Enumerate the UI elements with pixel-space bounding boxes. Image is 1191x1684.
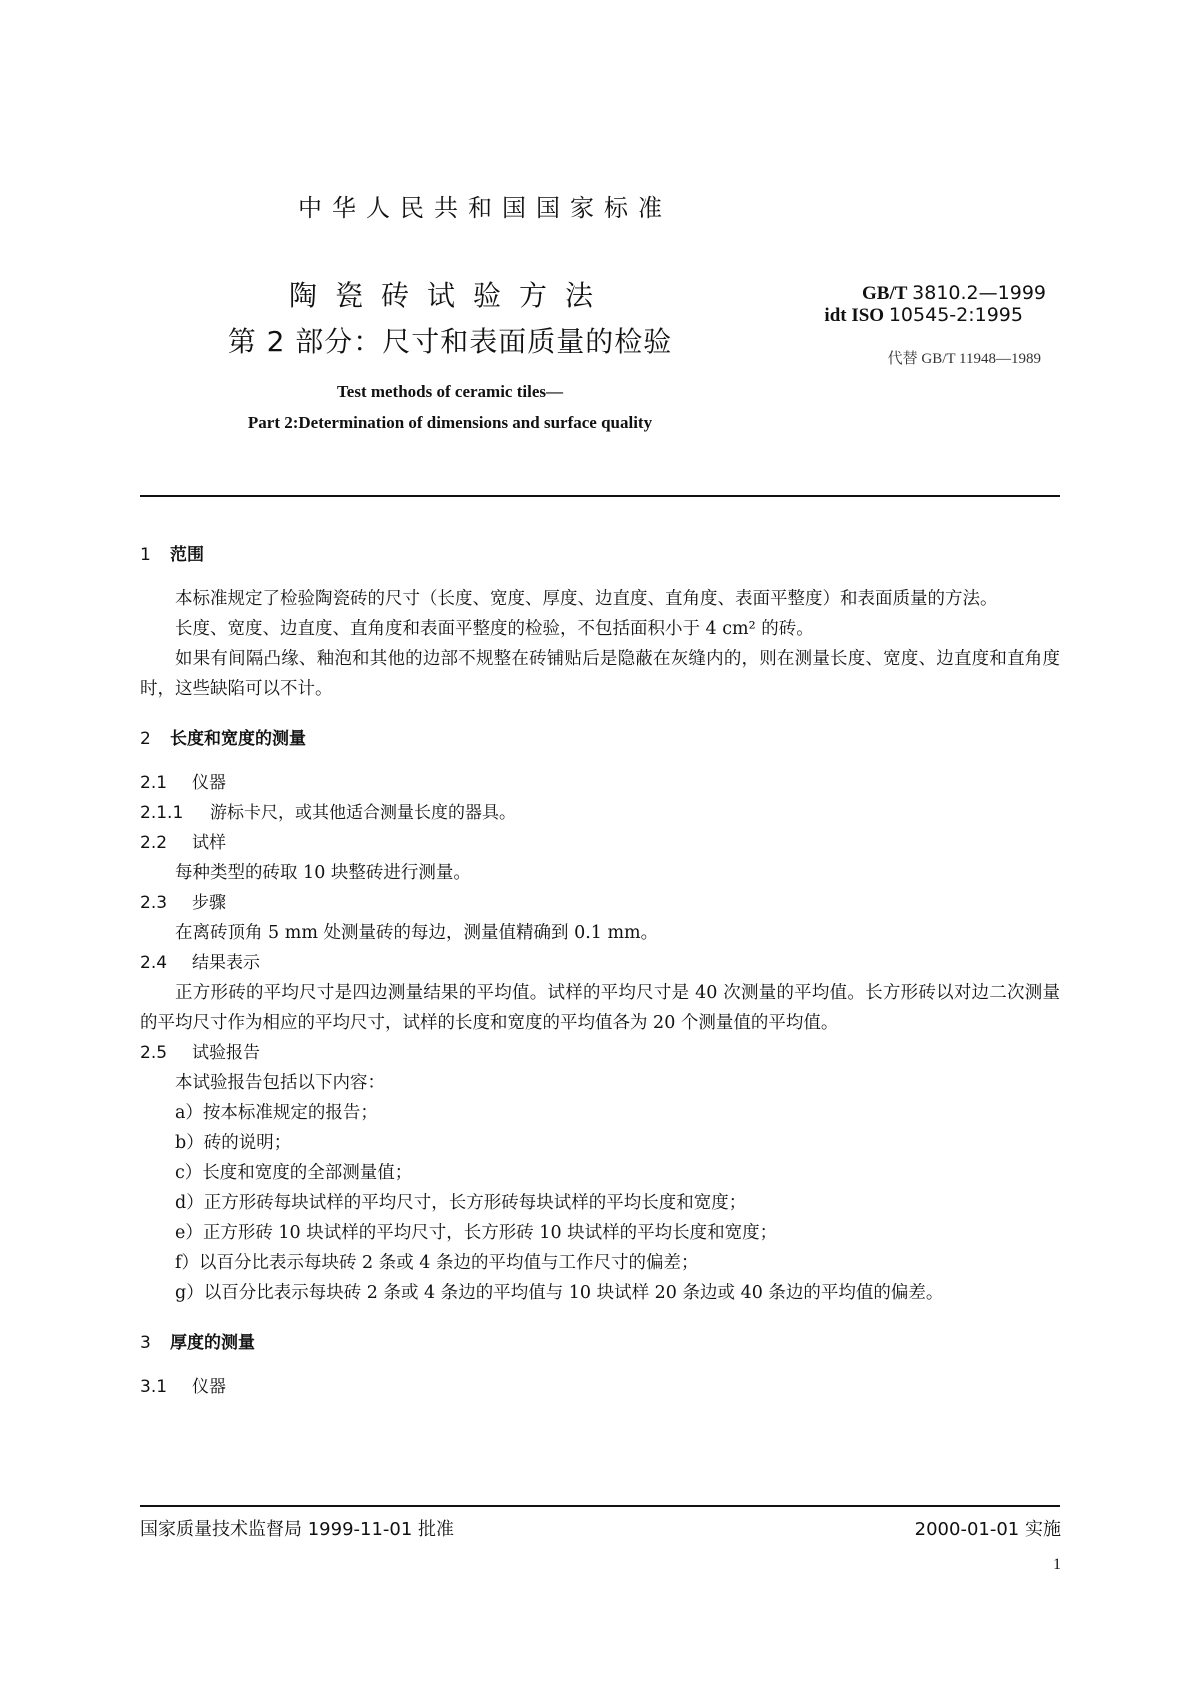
list-item: c）长度和宽度的全部测量值； (175, 1163, 413, 1183)
section-heading-3 (140, 1328, 1060, 1358)
paragraph: 正方形砖的平均尺寸是四边测量结果的平均值。试样的平均尺寸是 40 次测量的平均值。长方形砖以对边二次测量的平均尺寸作为相应的平均尺寸，试样的长度和宽度的平均值各为 20 个测量值的平均值。 (140, 983, 1060, 1033)
identical-standard (824, 304, 1023, 327)
subsection-number: 2.2 (140, 833, 168, 853)
footer-divider (140, 1505, 1060, 1507)
section-number: 1 (140, 545, 151, 565)
subsection-heading (140, 828, 1060, 858)
paragraph: 如果有间隔凸缘、釉泡和其他的边部不规整在砖铺贴后是隐蔽在灰缝内的，则在测量长度、宽度、边直度和直角度时，这些缺陷可以不计。 (140, 649, 1060, 699)
paragraph: 本标准规定了检验陶瓷砖的尺寸（长度、宽度、厚度、边直度、直角度、表面平整度）和表面质量的方法。 (175, 589, 998, 609)
replaces-standard: 代替 GB/T 11948—1989 (887, 351, 1041, 367)
paragraph: 每种类型的砖取 10 块整砖进行测量。 (175, 863, 471, 883)
section-number: 3 (140, 1333, 151, 1353)
subsection-heading (140, 888, 1060, 918)
list-item: f）以百分比表示每块砖 2 条或 4 条边的平均值与工作尺寸的偏差； (175, 1253, 699, 1273)
standard-number (862, 282, 1046, 305)
subsection-number: 2.1 (140, 773, 168, 793)
section-title: 厚度的测量 (170, 1333, 255, 1353)
subsection-title: 试样 (192, 833, 226, 853)
effective-date: 2000-01-01 实施 (914, 1519, 1061, 1540)
subsection-number: 3.1 (140, 1377, 168, 1397)
idt-code: 10545-2:1995 (888, 304, 1023, 326)
subsection-heading (140, 1038, 1060, 1068)
title-en-main: Test methods of ceramic tiles— (337, 382, 563, 401)
national-standard-title: 中华人民共和国国家标准 (298, 194, 672, 222)
idt-prefix: idt ISO (824, 305, 885, 326)
section-heading-1 (140, 540, 1060, 570)
list-item: b）砖的说明； (175, 1133, 292, 1153)
subsection-heading (140, 1372, 1060, 1402)
subsection-title: 结果表示 (192, 953, 260, 973)
approval-date: 国家质量技术监督局 1999-11-01 批准 (140, 1519, 455, 1540)
section-number: 2 (140, 729, 151, 749)
subsection-title: 步骤 (192, 893, 226, 913)
section-heading-2 (140, 724, 1060, 754)
subsection-heading (140, 948, 1060, 978)
subsection-heading (140, 798, 1060, 828)
page-number: 1 (1053, 1556, 1061, 1573)
section-title: 范围 (170, 545, 204, 565)
subsection-number: 2.3 (140, 893, 168, 913)
list-item: a）按本标准规定的报告； (175, 1103, 378, 1123)
list-item: d）正方形砖每块试样的平均尺寸，长方形砖每块试样的平均长度和宽度； (175, 1193, 747, 1213)
paragraph: 本试验报告包括以下内容： (175, 1073, 385, 1093)
list-item: e）正方形砖 10 块试样的平均尺寸，长方形砖 10 块试样的平均长度和宽度； (175, 1223, 778, 1243)
document-body (140, 540, 1060, 1402)
standard-prefix: GB/T (862, 283, 908, 304)
title-en-part: Part 2:Determination of dimensions and surface quality (247, 413, 653, 432)
subsection-heading (140, 768, 1060, 798)
list-item: g）以百分比表示每块砖 2 条或 4 条边的平均值与 10 块试样 20 条边或 40 条边的平均值的偏差。 (175, 1283, 944, 1303)
header-divider (140, 495, 1060, 497)
subsection-title: 仪器 (192, 1377, 226, 1397)
standard-code: 3810.2—1999 (912, 282, 1046, 304)
subsection-text: 游标卡尺，或其他适合测量长度的器具。 (210, 803, 516, 822)
subsection-title: 仪器 (192, 773, 226, 793)
paragraph: 长度、宽度、边直度、直角度和表面平整度的检验，不包括面积小于 4 cm² 的砖。 (175, 619, 814, 639)
subsection-title: 试验报告 (192, 1043, 260, 1063)
title-cn-main: 陶瓷砖试验方法 (288, 279, 611, 312)
subsection-number: 2.4 (140, 953, 168, 973)
section-title: 长度和宽度的测量 (170, 729, 306, 749)
paragraph: 在离砖顶角 5 mm 处测量砖的每边，测量值精确到 0.1 mm。 (175, 923, 659, 943)
subsection-number: 2.1.1 (140, 803, 184, 823)
title-cn-part: 第 2 部分：尺寸和表面质量的检验 (227, 325, 673, 358)
subsection-number: 2.5 (140, 1043, 168, 1063)
